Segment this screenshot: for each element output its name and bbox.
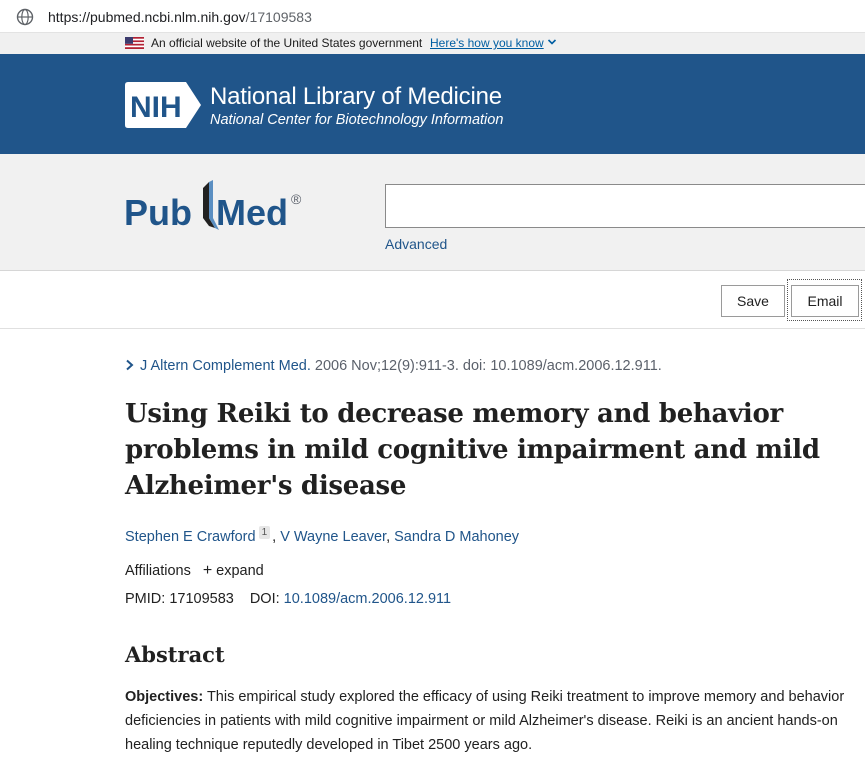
chevron-right-icon[interactable]	[125, 359, 135, 371]
advanced-search-link[interactable]: Advanced	[385, 236, 448, 252]
registered-mark: ®	[291, 191, 302, 207]
chevron-down-icon[interactable]	[547, 37, 557, 47]
nlm-subtitle: National Center for Biotechnology Information	[210, 112, 504, 128]
objectives-label: Objectives:	[125, 689, 204, 705]
nih-logo-text: NIH	[130, 91, 182, 124]
affiliations-label: Affiliations	[125, 563, 191, 579]
globe-icon	[16, 8, 34, 26]
pmid-value: 17109583	[169, 591, 234, 607]
author-link[interactable]: Sandra D Mahoney	[394, 529, 520, 545]
doi-label: DOI:	[249, 591, 280, 607]
article-title: Using Reiki to decrease memory and behavior problems in mild cognitive impairment and mild Alzheimer's disease	[125, 399, 820, 501]
url-path: /17109583	[245, 9, 312, 25]
search-input[interactable]	[385, 184, 865, 228]
url-host: https://pubmed.ncbi.nlm.nih.gov	[48, 9, 246, 25]
browser-address-bar[interactable]	[0, 0, 865, 33]
pmid-label: PMID:	[125, 591, 166, 607]
abstract-heading: Abstract	[125, 642, 225, 667]
objectives-text: This empirical study explored the efficacy of using Reiki treatment to improve memory and behavior deficiencies in patients with mild cognitive impairment or mild Alzheimer's disease. Reiki is an ancient hands-on healing technique reputedly developed in Tibet 2500 years ago.	[125, 689, 845, 753]
email-button[interactable]: Email	[791, 285, 859, 317]
identifiers-row	[125, 590, 451, 608]
journal-citation	[125, 357, 662, 375]
journal-link[interactable]: J Altern Complement Med.	[140, 358, 311, 374]
save-button[interactable]: Save	[721, 285, 785, 317]
author-link[interactable]: Stephen E Crawford	[125, 529, 256, 545]
author-link[interactable]: V Wayne Leaver	[280, 529, 387, 545]
plus-icon[interactable]: +	[202, 562, 213, 579]
citation-details: 2006 Nov;12(9):911-3. doi: 10.1089/acm.2006.12.911.	[310, 358, 662, 374]
expand-button[interactable]: expand	[216, 563, 264, 579]
heres-how-you-know-link[interactable]: Here's how you know	[430, 36, 544, 50]
affiliations-row	[125, 562, 264, 580]
doi-link[interactable]: 10.1089/acm.2006.12.911	[283, 591, 452, 607]
author-list: Stephen E Crawford 1 , V Wayne Leaver, Sandra D Mahoney	[125, 527, 520, 545]
abstract-paragraph	[125, 685, 850, 757]
pubmed-logo-med: Med	[216, 192, 288, 233]
nlm-title[interactable]: National Library of Medicine	[210, 83, 502, 110]
pubmed-logo-pub: Pub	[124, 192, 192, 233]
gov-banner-text: An official website of the United States government	[151, 36, 423, 50]
affiliation-ref-badge[interactable]: 1	[259, 526, 271, 539]
us-flag-icon	[125, 37, 144, 49]
pubmed-logo[interactable]	[123, 178, 313, 242]
nih-logo[interactable]	[124, 80, 204, 130]
url-text[interactable]	[48, 8, 312, 26]
